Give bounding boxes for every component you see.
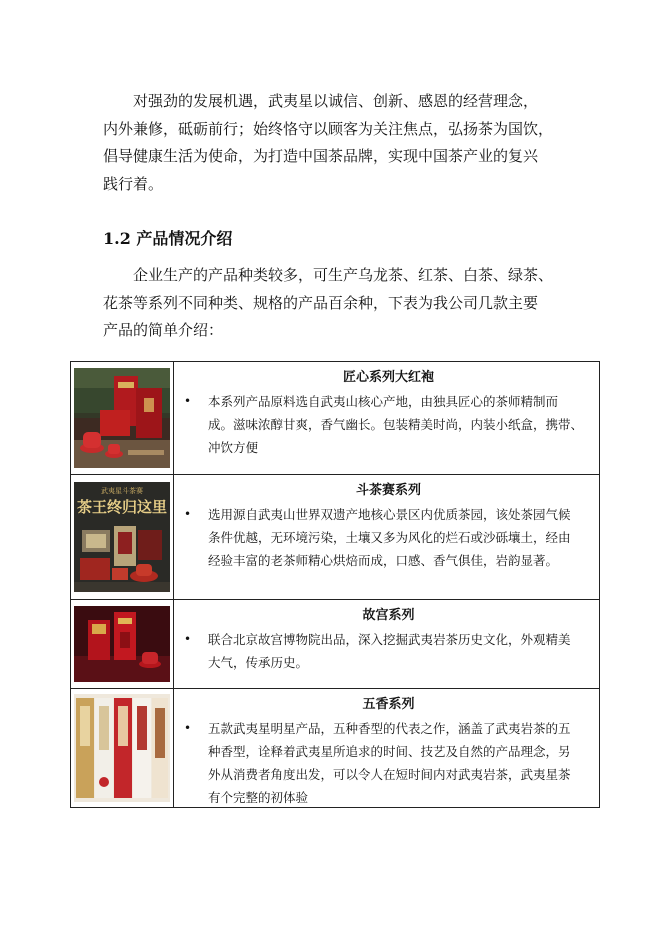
section-heading: 1.2 产品情况介绍 — [103, 229, 233, 248]
product-title: 匠心系列大红袍 — [342, 370, 434, 385]
description-line: 冲饮方便 — [208, 440, 259, 455]
description-line: 成。滋味浓醇甘爽，香气幽长。包装精美时尚，内装小纸盒，携带、 — [208, 417, 584, 432]
product-title: 五香系列 — [362, 697, 415, 712]
product-row — [71, 362, 599, 474]
image-caption-top: 武夷星斗茶赛 — [101, 487, 143, 495]
image-caption-main: 茶王终归这里 — [76, 498, 168, 516]
description-line: 有个完整的初体验 — [208, 790, 309, 805]
product-text-cell — [174, 362, 599, 474]
gugong-product-image — [74, 606, 170, 682]
bullet: • — [184, 394, 192, 408]
product-image-cell — [71, 689, 174, 807]
description-line: 本系列产品原料选自武夷山核心产地，由独具匠心的茶师精制而 — [208, 394, 559, 409]
product-text-cell — [174, 475, 599, 599]
product-row — [71, 688, 599, 807]
product-image-cell — [71, 475, 174, 599]
product-text-cell — [174, 689, 599, 807]
description-line: 外从消费者角度出发，可以令人在短时间内对武夷岩茶，武夷星茶 — [208, 767, 571, 782]
product-description — [184, 628, 593, 674]
product-row — [71, 474, 599, 599]
intro-line: 倡导健康生活为使命，为打造中国茶品牌，实现中国茶产业的复兴 — [103, 147, 539, 165]
intro-paragraph — [103, 88, 573, 198]
product-description — [184, 390, 593, 459]
product-text-cell — [174, 600, 599, 688]
section-line: 产品的简单介绍： — [103, 321, 224, 339]
description-line: 联合北京故宫博物院出品，深入挖掘武夷岩茶历史文化，外观精美 — [208, 632, 571, 647]
intro-line: 对强劲的发展机遇，武夷星以诚信、创新、感恩的经营理念， — [133, 92, 539, 110]
dahongpao-product-image — [74, 368, 170, 468]
product-image-cell — [71, 600, 174, 688]
intro-line: 践行着。 — [103, 174, 164, 193]
intro-line: 内外兼修，砥砺前行；始终恪守以顾客为关注焦点，弘扬茶为国饮， — [103, 119, 554, 138]
section-paragraph — [103, 262, 573, 345]
description-line: 条件优越，无环境污染，土壤又多为风化的烂石或沙砾壤土，经由 — [208, 530, 571, 545]
description-line: 大气，传承历史。 — [208, 655, 309, 670]
product-row — [71, 599, 599, 688]
bullet: • — [184, 721, 192, 735]
description-line: 经验丰富的老茶师精心烘焙而成，口感、香气俱佳，岩韵显著。 — [208, 553, 559, 568]
product-title: 斗茶赛系列 — [355, 483, 421, 498]
description-line: 五款武夷星明星产品，五种香型的代表之作，涵盖了武夷岩茶的五 — [208, 721, 571, 736]
product-description — [184, 717, 593, 809]
wuxiang-product-image — [74, 694, 170, 802]
product-title: 故宫系列 — [362, 608, 415, 623]
description-line: 选用源自武夷山世界双遗产地核心景区内优质茶园，该处茶园气候 — [208, 507, 571, 522]
product-table — [70, 361, 600, 808]
section-line: 企业生产的产品种类较多，可生产乌龙茶、红茶、白茶、绿茶、 — [133, 266, 554, 284]
bullet: • — [184, 632, 192, 646]
doucha-product-image — [74, 482, 170, 592]
product-image-cell — [71, 362, 174, 474]
bullet: • — [184, 507, 192, 521]
description-line: 种香型，诠释着武夷星所追求的时间、技艺及自然的产品理念，另 — [208, 744, 571, 759]
section-line: 花茶等系列不同种类、规格的产品百余种，下表为我公司几款主要 — [103, 293, 539, 312]
product-description — [184, 503, 593, 572]
